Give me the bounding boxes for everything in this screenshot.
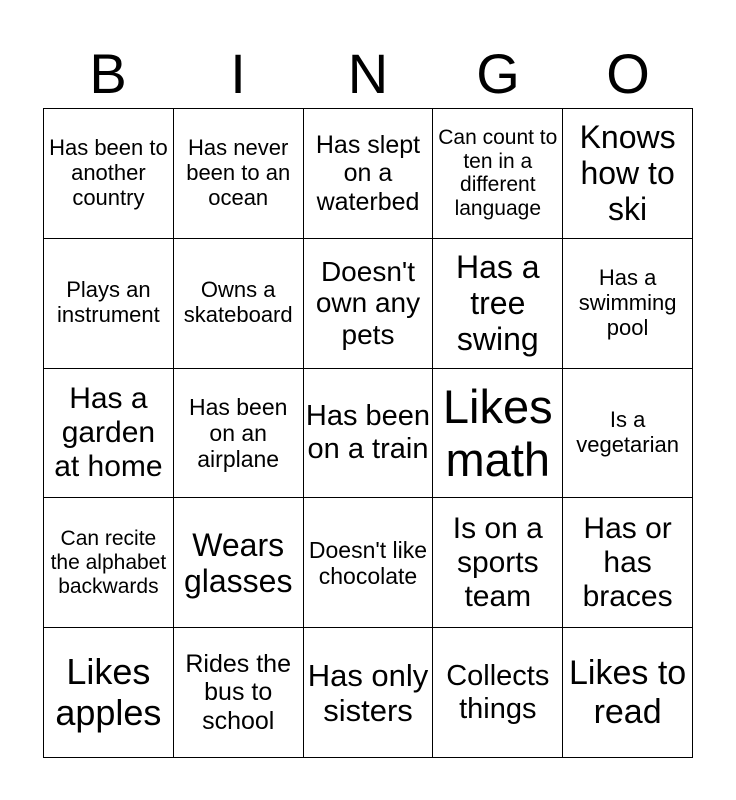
bingo-cell-text: Knows how to ski <box>579 119 676 228</box>
bingo-cell-text: Plays an instrument <box>57 277 160 328</box>
bingo-cell[interactable] <box>433 628 563 758</box>
bingo-cell-text: Collects things <box>446 659 550 725</box>
bingo-cell-text: Can count to ten in a different language <box>438 125 558 221</box>
bingo-cell[interactable] <box>433 239 563 369</box>
bingo-cell[interactable] <box>563 239 693 369</box>
bingo-cell[interactable] <box>433 498 563 628</box>
bingo-cell-text: Is on a sports team <box>452 511 543 613</box>
bingo-cell-text: Has a garden at home <box>54 382 163 483</box>
bingo-cell[interactable] <box>563 498 693 628</box>
header-letter-b: B <box>89 42 127 105</box>
bingo-cell-text: Has a tree swing <box>455 248 540 358</box>
bingo-cell[interactable] <box>44 109 174 239</box>
bingo-cell[interactable] <box>44 369 174 499</box>
bingo-cell-text: Has or has braces <box>582 511 673 613</box>
header-letter-o: O <box>606 42 650 105</box>
header-letter-i: I <box>230 42 246 105</box>
header-letter-g: G <box>476 42 520 105</box>
bingo-cell[interactable] <box>304 239 434 369</box>
bingo-cell[interactable] <box>304 628 434 758</box>
bingo-cell[interactable] <box>174 239 304 369</box>
bingo-cell-text: Wears glasses <box>183 526 293 599</box>
bingo-cell[interactable] <box>44 239 174 369</box>
bingo-cell-text: Rides the bus to school <box>185 650 291 735</box>
bingo-cell-text: Has been to another country <box>49 135 168 210</box>
bingo-cell-text: Has slept on a waterbed <box>315 131 421 216</box>
bingo-cell[interactable] <box>174 109 304 239</box>
bingo-cell[interactable] <box>304 369 434 499</box>
bingo-cell[interactable] <box>433 109 563 239</box>
bingo-cell-text: Has only sisters <box>307 657 429 728</box>
bingo-cell[interactable] <box>44 498 174 628</box>
bingo-header <box>43 40 693 108</box>
bingo-cell[interactable] <box>304 109 434 239</box>
bingo-grid <box>43 108 693 758</box>
bingo-cell[interactable] <box>563 628 693 758</box>
bingo-cell[interactable] <box>174 369 304 499</box>
bingo-cell[interactable] <box>563 369 693 499</box>
bingo-cell[interactable] <box>304 498 434 628</box>
bingo-cell[interactable] <box>44 628 174 758</box>
bingo-cell-text: Has been on a train <box>305 400 431 465</box>
bingo-cell-text: Doesn't like chocolate <box>308 536 428 589</box>
bingo-cell-text: Can recite the alphabet backwards <box>50 527 167 598</box>
bingo-cell-text: Likes math <box>442 379 553 486</box>
bingo-cell[interactable] <box>433 369 563 499</box>
bingo-cell-text: Doesn't own any pets <box>315 255 421 350</box>
bingo-cell[interactable] <box>174 628 304 758</box>
bingo-cell[interactable] <box>563 109 693 239</box>
bingo-cell[interactable] <box>174 498 304 628</box>
bingo-cell-text: Has never been to an ocean <box>186 135 291 210</box>
bingo-cell-text: Likes apples <box>55 650 162 733</box>
bingo-cell-text: Has a swimming pool <box>578 264 677 340</box>
bingo-cell-text: Owns a skateboard <box>183 277 293 328</box>
bingo-cell-text: Is a vegetarian <box>576 407 679 457</box>
bingo-cell-text: Has been on an airplane <box>188 394 288 472</box>
bingo-cell-text: Likes to read <box>569 654 687 731</box>
header-letter-n: N <box>347 42 389 105</box>
